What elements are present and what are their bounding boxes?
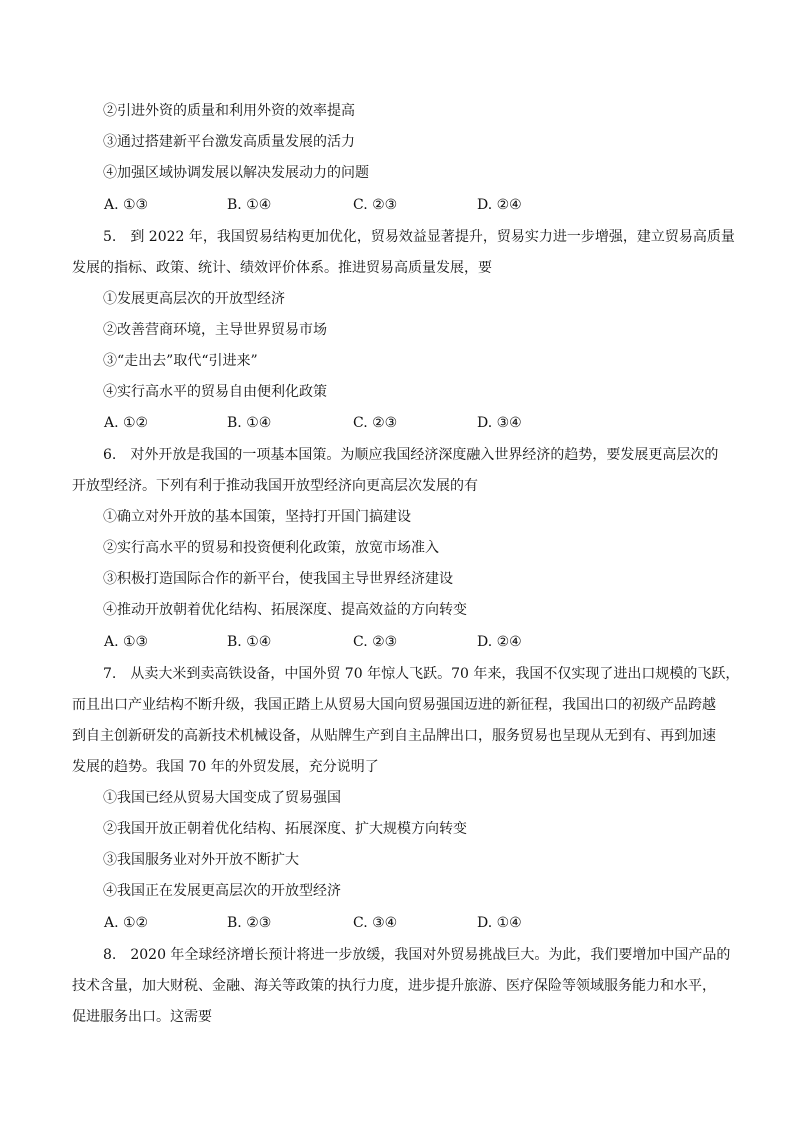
q5-options xyxy=(0,413,794,433)
q5-statement-2: ②改善营商环境，主导世界贸易市场 xyxy=(103,322,327,338)
prev-statement-3: ③通过搭建新平台激发高质量发展的活力 xyxy=(103,134,355,150)
option-a: A. ①③ xyxy=(104,634,149,650)
q5-statement-4: ④实行高水平的贸易自由便利化政策 xyxy=(103,384,327,400)
option-c: C. ②③ xyxy=(353,634,398,650)
prev-statement-4: ④加强区域协调发展以解决发展动力的问题 xyxy=(103,165,369,181)
option-a: A. ①② xyxy=(104,915,149,931)
q6-statement-2: ②实行高水平的贸易和投资便利化政策，放宽市场准入 xyxy=(103,540,439,556)
q7-statement-3: ③我国服务业对外开放不断扩大 xyxy=(103,852,299,868)
q7-stem-line-2: 而且出口产业结构不断升级，我国正踏上从贸易大国向贸易强国迈进的新征程，我国出口的初级产品跨越 xyxy=(72,697,716,713)
q8-stem-line-1: 8. 2020 年全球经济增长预计将进一步放缓，我国对外贸易挑战巨大。为此，我们要增加中国产品的 xyxy=(103,947,731,963)
option-d: D. ①④ xyxy=(477,915,522,931)
q7-options xyxy=(0,913,794,933)
option-d: D. ③④ xyxy=(477,415,522,431)
q8-stem-line-2: 技术含量，加大财税、金融、海关等政策的执行力度，进步提升旅游、医疗保险等领域服务能力和水平， xyxy=(72,978,716,994)
q6-statement-4: ④推动开放朝着优化结构、拓展深度、提高效益的方向转变 xyxy=(103,602,467,618)
q7-stem-line-4: 发展的趋势。我国 70 年的外贸发展，充分说明了 xyxy=(72,759,379,775)
q8-stem-line-3: 促进服务出口。这需要 xyxy=(72,1009,212,1025)
option-c: C. ②③ xyxy=(353,415,398,431)
q6-stem-line-1: 6. 对外开放是我国的一项基本国策。为顺应我国经济深度融入世界经济的趋势，要发展更高层次的 xyxy=(103,447,719,463)
q6-options xyxy=(0,632,794,652)
option-a: A. ①② xyxy=(104,415,149,431)
q6-statement-3: ③积极打造国际合作的新平台，使我国主导世界经济建设 xyxy=(103,571,453,587)
option-b: B. ①④ xyxy=(227,197,272,213)
option-d: D. ②④ xyxy=(477,634,522,650)
option-a: A. ①③ xyxy=(104,197,149,213)
q6-stem-line-2: 开放型经济。下列有利于推动我国开放型经济向更高层次发展的有 xyxy=(72,478,478,494)
q5-stem-line-2: 发展的指标、政策、统计、绩效评价体系。推进贸易高质量发展，要 xyxy=(72,260,492,276)
option-b: B. ①④ xyxy=(227,634,272,650)
prev-options xyxy=(0,195,794,215)
option-c: C. ②③ xyxy=(353,197,398,213)
q7-stem-line-1: 7. 从卖大米到卖高铁设备，中国外贸 70 年惊人飞跃。70 年来，我国不仅实现了进出口规模的飞跃， xyxy=(103,666,740,682)
prev-statement-2: ②引进外资的质量和利用外资的效率提高 xyxy=(103,103,355,119)
q7-statement-2: ②我国开放正朝着优化结构、拓展深度、扩大规模方向转变 xyxy=(103,821,467,837)
option-b: B. ①④ xyxy=(227,415,272,431)
q6-statement-1: ①确立对外开放的基本国策，坚持打开国门搞建设 xyxy=(103,509,411,525)
option-c: C. ③④ xyxy=(353,915,398,931)
q7-stem-line-3: 到自主创新研发的高新技术机械设备，从贴牌生产到自主品牌出口，服务贸易也呈现从无到有、再到加速 xyxy=(72,728,716,744)
q5-stem-line-1: 5. 到 2022 年，我国贸易结构更加优化，贸易效益显著提升，贸易实力进一步增强，建立贸易高质量 xyxy=(103,229,735,245)
q7-statement-4: ④我国正在发展更高层次的开放型经济 xyxy=(103,883,341,899)
option-d: D. ②④ xyxy=(477,197,522,213)
q5-statement-3: ③“走出去”取代“引进来” xyxy=(103,353,258,369)
option-b: B. ②③ xyxy=(227,915,272,931)
q5-statement-1: ①发展更高层次的开放型经济 xyxy=(103,291,285,307)
q7-statement-1: ①我国已经从贸易大国变成了贸易强国 xyxy=(103,790,341,806)
